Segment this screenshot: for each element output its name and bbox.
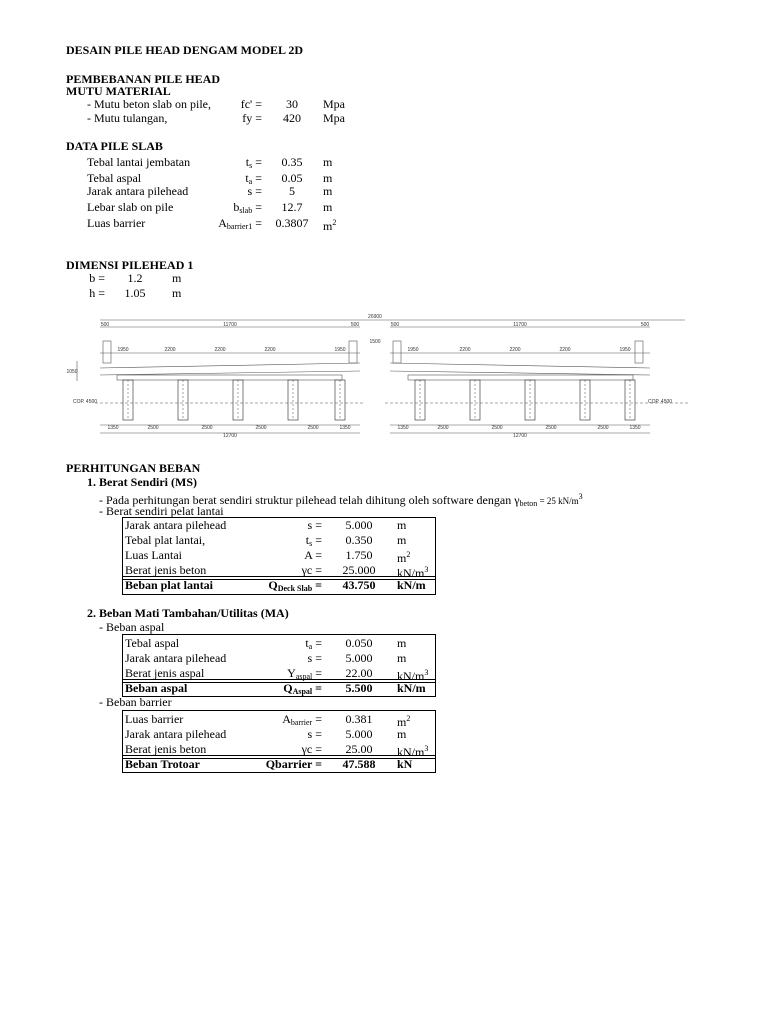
table-total-unit: kN/m <box>397 681 426 695</box>
mutu-symbol: fy = <box>242 111 262 125</box>
table-total-label: Beban Trotoar <box>125 757 201 771</box>
drawing-right-span-label: 11700 <box>513 322 527 328</box>
table-row-symbol: s = <box>307 651 322 665</box>
table-row-label: Tebal plat lantai, <box>125 533 206 547</box>
table-row-value: 25.000 <box>342 563 376 577</box>
dimensi-unit: m <box>172 271 182 285</box>
ms-title: 1. Berat Sendiri (MS) <box>87 475 197 489</box>
subheading-mutu-material: MUTU MATERIAL <box>66 84 171 98</box>
table-row-value: 5.000 <box>345 727 373 741</box>
section-heading-dimensi: DIMENSI PILEHEAD 1 <box>66 258 194 272</box>
table-row-unit: m <box>397 533 407 547</box>
table-row-symbol: A = <box>304 548 322 562</box>
table-row-unit: m <box>397 651 407 665</box>
table-row-unit: $kN/m^3$ <box>397 668 429 683</box>
section-heading-pembebanan: PEMBEBANAN PILE HEAD <box>66 72 221 86</box>
slab-label: Lebar slab on pile <box>87 200 174 214</box>
slab-label: Jarak antara pilehead <box>87 184 189 198</box>
drawing-pile-dim-label: 2500 <box>255 425 267 431</box>
drawing-pile-dim-label: 2500 <box>597 425 609 431</box>
drawing-total-width-label: 26900 <box>368 314 382 320</box>
table-total-unit: kN <box>397 757 413 771</box>
table-row-unit: $kN/m^3$ <box>397 565 429 580</box>
table-row-symbol: γc = <box>301 742 322 756</box>
table-total-symbol: $Q_{Aspal}$ = <box>283 681 322 696</box>
pilehead-cross-section-drawing <box>66 313 695 439</box>
table-total-symbol: Qbarrier = <box>265 757 322 771</box>
table-row-symbol: $t_a$ = <box>305 636 322 651</box>
table-row-unit: $m^2$ <box>397 550 411 565</box>
drawing-edge-label: 500 <box>640 322 650 328</box>
table-row-symbol: γc = <box>301 563 322 577</box>
table-row-label: Jarak antara pilehead <box>125 651 227 665</box>
slab-symbol: s = <box>247 184 262 198</box>
piles-group <box>123 380 635 420</box>
slab-symbol: $A_{barrier1}$ = <box>218 216 262 231</box>
drawing-bottom-total-label: 12700 <box>223 433 237 439</box>
drawing-deck-dim-label: 1950 <box>407 347 419 353</box>
aspal-label: - Beban aspal <box>99 620 165 634</box>
slab-value: 5 <box>289 184 295 198</box>
mutu-unit: Mpa <box>323 111 345 125</box>
table-total-value: 47.588 <box>342 757 376 771</box>
drawing-pile-dim-label: 1350 <box>107 425 119 431</box>
slab-unit: m <box>323 184 333 198</box>
slab-symbol: $t_s$ = <box>245 155 262 170</box>
slab-label: Tebal lantai jembatan <box>87 155 191 169</box>
drawing-joint-label: 1500 <box>369 339 381 345</box>
table-row-unit: m <box>397 636 407 650</box>
slab-unit: m <box>323 200 333 214</box>
drawing-pile-dim-label: 2500 <box>147 425 159 431</box>
table-row-unit: $m^2$ <box>397 714 411 729</box>
table-row-symbol: s = <box>307 518 322 532</box>
mutu-symbol: fc' = <box>240 97 262 111</box>
mutu-value: 30 <box>286 97 298 111</box>
drawing-pile-dim-label: 1350 <box>629 425 641 431</box>
ms-sub-label: - Berat sendiri pelat lantai <box>99 504 224 518</box>
table-row-unit: m <box>397 518 407 532</box>
ma-title: 2. Beban Mati Tambahan/Utilitas (MA) <box>87 606 289 620</box>
slab-symbol: $b_{slab}$ = <box>233 200 262 215</box>
table-row-unit: $kN/m^3$ <box>397 744 429 759</box>
drawing-pile-dim-label: 1350 <box>397 425 409 431</box>
table-total-label: Beban aspal <box>125 681 188 695</box>
drawing-pile-dim-label: 2500 <box>307 425 319 431</box>
table-row-value: 0.381 <box>345 712 373 726</box>
slab-value: 0.35 <box>281 155 303 169</box>
drawing-deck-dim-label: 2200 <box>164 347 176 353</box>
ms-note: - Pada perhitungan berat sendiri struktur pilehead telah dihitung oleh software dengan $\gamma_{beton} = 25$ $kN/m^3$ <box>99 492 583 508</box>
table-row-label: Jarak antara pilehead <box>125 727 227 741</box>
drawing-level-label: COP. 4500 <box>72 399 98 405</box>
mutu-unit: Mpa <box>323 97 345 111</box>
section-heading-perhitungan: PERHITUNGAN BEBAN <box>66 461 201 475</box>
drawing-pile-dim-label: 2500 <box>201 425 213 431</box>
table-row-value: 0.050 <box>345 636 373 650</box>
table-total-symbol: $Q_{Deck Slab}$ = <box>268 578 322 593</box>
barrier-label: - Beban barrier <box>99 695 172 709</box>
drawing-pile-dim-label: 1350 <box>339 425 351 431</box>
slab-label: Tebal aspal <box>87 171 142 185</box>
drawing-deck-dim-label: 2200 <box>509 347 521 353</box>
mutu-label: - Mutu beton slab on pile, <box>87 97 211 111</box>
table-total-unit: kN/m <box>397 578 426 592</box>
mutu-label: - Mutu tulangan, <box>87 111 168 125</box>
drawing-edge-label: 500 <box>350 322 360 328</box>
table-row-value: 1.750 <box>345 548 373 562</box>
drawing-deck-dim-label: 2200 <box>459 347 471 353</box>
table-row-label: Berat jenis aspal <box>125 666 205 680</box>
slab-value: 0.05 <box>281 171 303 185</box>
slab-label: Luas barrier <box>87 216 146 230</box>
dimensi-value: 1.2 <box>127 271 143 285</box>
drawing-deck-dim-label: 1950 <box>619 347 631 353</box>
drawing-deck-dim-label: 2200 <box>264 347 276 353</box>
drawing-side-label: 1050 <box>66 369 78 375</box>
table-total-value: 43.750 <box>342 578 376 592</box>
slab-symbol: $t_a$ = <box>245 171 262 186</box>
drawing-deck-dim-label: 1950 <box>334 347 346 353</box>
table-row-label: Luas Lantai <box>125 548 182 562</box>
table-row-label: Tebal aspal <box>125 636 180 650</box>
mutu-value: 420 <box>283 111 301 125</box>
table-row-symbol: $A_{barrier}$ = <box>282 712 322 727</box>
dimensi-unit: m <box>172 286 182 300</box>
drawing-deck-dim-label: 1950 <box>117 347 129 353</box>
table-row-label: Jarak antara pilehead <box>125 518 227 532</box>
table-row-symbol: s = <box>307 727 322 741</box>
drawing-left-span-label: 11700 <box>223 322 237 328</box>
table-row-symbol: $t_s$ = <box>305 533 322 548</box>
table-row-value: 25.00 <box>345 742 373 756</box>
table-row-label: Luas barrier <box>125 712 184 726</box>
table-total-value: 5.500 <box>345 681 373 695</box>
table-total-label: Beban plat lantai <box>125 578 214 592</box>
dimensi-value: 1.05 <box>124 286 146 300</box>
section-heading-data-pile-slab: DATA PILE SLAB <box>66 139 163 153</box>
slab-value: 12.7 <box>281 200 303 214</box>
drawing-edge-label: 500 <box>390 322 400 328</box>
drawing-bottom-total-label: 12700 <box>513 433 527 439</box>
drawing-edge-label: 500 <box>100 322 110 328</box>
slab-unit: m <box>323 155 333 169</box>
drawing-deck-dim-label: 2200 <box>214 347 226 353</box>
slab-unit: m <box>323 171 333 185</box>
table-row-unit: m <box>397 727 407 741</box>
table-row-value: 5.000 <box>345 651 373 665</box>
drawing-pile-dim-label: 2500 <box>545 425 557 431</box>
slab-value: 0.3807 <box>275 216 309 230</box>
drawing-deck-dim-label: 2200 <box>559 347 571 353</box>
table-row-value: 0.350 <box>345 533 373 547</box>
drawing-pile-dim-label: 2500 <box>437 425 449 431</box>
table-row-symbol: $\Upsilon_{aspal}$ = <box>287 666 322 681</box>
table-row-label: Berat jenis beton <box>125 742 207 756</box>
dimensi-symbol: b = <box>89 271 105 285</box>
slab-unit: $m^2$ <box>323 218 337 233</box>
dimensi-symbol: h = <box>89 286 105 300</box>
table-row-label: Berat jenis beton <box>125 563 207 577</box>
drawing-level-label: COP. 4500 <box>647 399 673 405</box>
table-row-value: 22.00 <box>345 666 373 680</box>
drawing-pile-dim-label: 2500 <box>491 425 503 431</box>
page-title: DESAIN PILE HEAD DENGAM MODEL 2D <box>66 43 304 57</box>
table-row-value: 5.000 <box>345 518 373 532</box>
